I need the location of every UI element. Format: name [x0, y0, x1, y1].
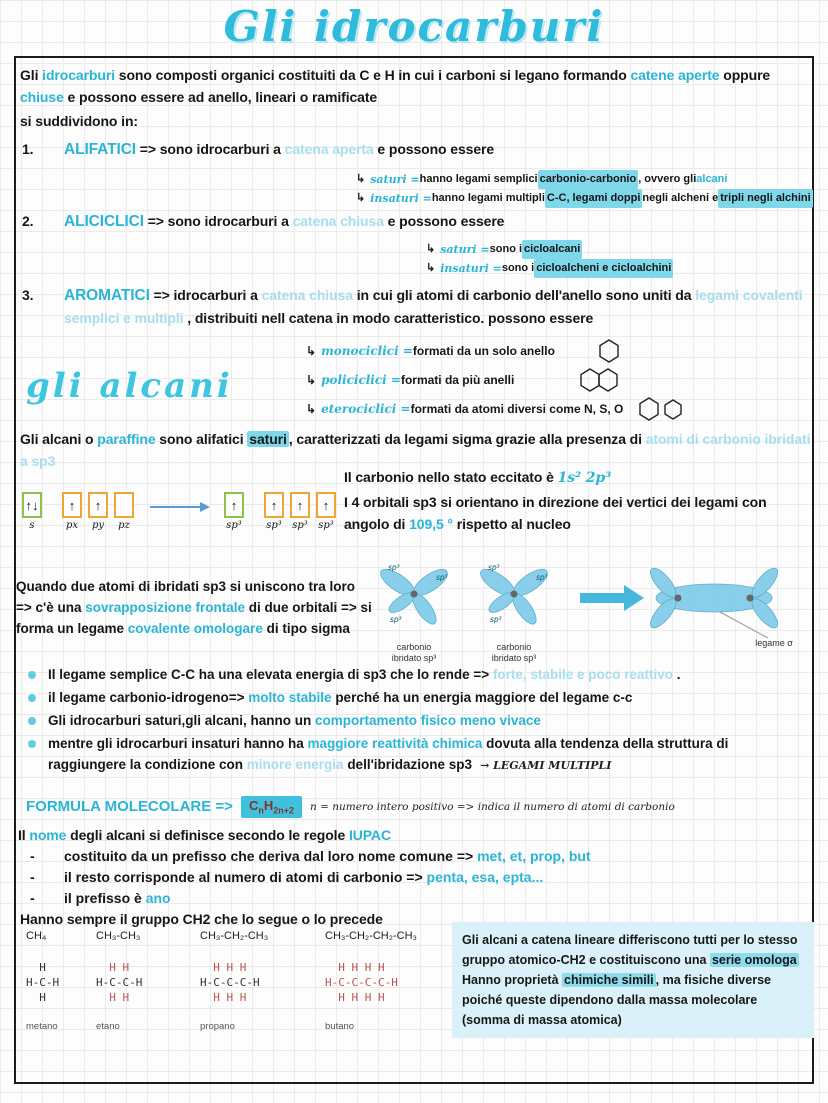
orbital-label: px — [65, 520, 79, 531]
pz-orbital-column — [112, 492, 136, 531]
text-run: sono alifatici — [155, 431, 248, 447]
condensed-formula: CH₄ — [26, 930, 47, 942]
formula-2n2-sub: 2n+2 — [273, 805, 294, 816]
py-orbital-box: ↑ — [88, 492, 108, 518]
highlighted-term: tripli negli alchini — [718, 189, 812, 208]
sublist-item-eterociclici — [306, 396, 687, 422]
text-run: di due orbitali => si forma un legame — [16, 600, 372, 636]
naming-rules-list — [30, 846, 790, 909]
orbital-label: sp³ — [488, 563, 500, 572]
text-run: , ovvero gli — [638, 173, 697, 185]
text-run: Gli alcani o — [20, 431, 98, 447]
aliciclici-sublist — [426, 240, 673, 278]
rule-item — [30, 867, 790, 888]
sublist-item-saturi — [426, 240, 673, 259]
text-run: sono composti organici costituiti da C e H in cui i carboni si legano formando — [114, 67, 631, 83]
px-orbital-column — [60, 492, 84, 531]
orbital-label: s — [29, 520, 35, 531]
branch-arrow-icon: ↳ — [356, 192, 366, 204]
branch-arrow-icon: ↳ — [306, 343, 317, 358]
highlighted-term: cicloalcheni e cicloalchini — [534, 259, 673, 278]
bullet-item — [20, 664, 808, 685]
rule-text — [64, 867, 543, 888]
excited-state-line — [344, 466, 806, 489]
text-run: mentre gli idrocarburi insaturi hanno ha — [48, 736, 308, 751]
molecule-name: etano — [96, 1021, 120, 1032]
sp3-orbital-column-2 — [262, 492, 286, 531]
item-number: 3. — [22, 287, 34, 303]
sublist-item-insaturi — [356, 189, 813, 208]
text-run: il resto corrisponde al numero di atomi di carbonio => — [64, 869, 427, 885]
text-run: , caratterizzati da legami sigma grazie alla presenza di — [288, 431, 646, 447]
orbital-box-diagram — [20, 492, 340, 531]
text-run: sono i — [501, 262, 535, 274]
bullet-text — [48, 687, 632, 708]
molecule-butano — [325, 930, 417, 1032]
item-content — [64, 210, 504, 233]
text-run: Hanno proprietà — [462, 973, 563, 987]
handwritten-formula-note: n = numero intero positivo => indica il numero di atomi di carbonio — [310, 800, 675, 813]
formula-heading: FORMULA MOLECOLARE => — [26, 798, 233, 816]
sp3-orbital-box: ↑ — [224, 492, 244, 518]
text-run: il legame carbonio-idrogeno=> — [48, 690, 249, 705]
item-content — [64, 138, 494, 161]
highlighted-term: serie omologa — [711, 953, 797, 967]
formula-n-sub: n — [258, 805, 264, 816]
orbital-label: sp³ — [390, 615, 402, 624]
sublist-item-policiclici — [306, 367, 687, 393]
handwritten-label: monociclici = — [321, 343, 413, 358]
figure-arrow-icon — [580, 585, 644, 611]
cyan-term: paraffine — [97, 431, 156, 447]
handwritten-config: 1s² 2p³ — [557, 470, 612, 486]
bullet-dot-icon — [28, 694, 36, 702]
structure-row: H H — [96, 991, 130, 1004]
cyan-term: covalente omologare — [127, 621, 263, 636]
item-title: ALICICLICI — [64, 213, 144, 230]
list-item-aromatici — [22, 284, 804, 329]
figure-caption: carbonio — [496, 642, 532, 652]
text-run: Il carbonio nello stato eccitato è — [344, 469, 558, 485]
orbital-label: sp³ — [388, 563, 400, 572]
rule-text — [64, 846, 591, 867]
text-run: degli alcani si definisce secondo le regole — [66, 827, 349, 843]
molecule-metano — [26, 930, 59, 1032]
formula-h: H — [263, 798, 274, 813]
aromatici-sublist — [306, 338, 687, 425]
handwritten-label: eterociclici = — [321, 401, 411, 416]
intro-paragraph — [20, 64, 812, 108]
text-run: dell'ibridazione sp3 — [343, 757, 473, 772]
cyan-term: maggiore reattività chimica — [307, 736, 483, 751]
text-run: rispetto al nucleo — [452, 516, 571, 532]
text-run: Gli idrocarburi saturi,gli alcani, hanno un — [48, 713, 316, 728]
structure-row: H — [26, 961, 46, 974]
sp3-orbital-column-4 — [314, 492, 338, 531]
structure-row: H — [26, 991, 46, 1004]
text-run: perché ha un energia maggiore del legame c-c — [331, 690, 633, 705]
cyan-term: met, et, prop, but — [477, 848, 591, 864]
sublist-item-saturi — [356, 170, 813, 189]
text-run: => sono idrocarburi a — [143, 213, 293, 229]
text-run: Gli alcani a catena lineare differiscono tutti per lo stesso gruppo atomico-CH2 e costituiscono una — [462, 933, 798, 967]
text-run: => idrocarburi a — [149, 287, 262, 303]
molecule-name: metano — [26, 1021, 58, 1032]
structure-row: H H H H — [325, 991, 385, 1004]
bullet-text — [48, 710, 541, 731]
cyan-term: penta, esa, epta... — [426, 869, 544, 885]
text-run: I 4 orbitali sp3 si orientano in direzione dei vertici dei legami con angolo di — [344, 494, 767, 532]
branch-arrow-icon: ↳ — [426, 243, 436, 255]
text-run: il prefisso è — [64, 890, 146, 906]
handwritten-label: saturi = — [370, 173, 420, 186]
cyan-term: molto stabile — [248, 690, 332, 705]
branch-arrow-icon: ↳ — [306, 372, 317, 387]
cyan-term: nome — [29, 827, 67, 843]
light-term: catena aperta — [284, 141, 374, 157]
item-content — [64, 284, 804, 329]
handwritten-label: policiclici = — [321, 372, 401, 387]
condensed-formula: CH₃-CH₂-CH₂-CH₃ — [325, 930, 418, 942]
light-term: atomi di carbonio ibridati a sp3 — [20, 431, 811, 469]
text-run: e possono essere ad anello, lineari o ramificate — [63, 89, 378, 105]
dash-marker: - — [30, 890, 35, 906]
cyan-term: catene aperte — [630, 67, 720, 83]
orbital-label: sp³ — [318, 520, 334, 531]
light-term: legami covalenti semplici e multipli — [64, 287, 803, 326]
text-run: negli alcheni e — [642, 192, 719, 204]
s-orbital-column — [20, 492, 44, 531]
text-run: . — [672, 667, 681, 682]
dash-marker: - — [30, 869, 35, 885]
sigma-bond-label: legame σ — [755, 638, 793, 648]
text-run: sono i — [489, 243, 523, 255]
structure-row: H-C-H — [26, 976, 60, 989]
text-run: di tipo sigma — [262, 621, 350, 636]
bullet-item — [20, 687, 808, 708]
rule-item — [30, 846, 790, 867]
text-run: Il — [18, 827, 30, 843]
highlighted-term: chimiche simili — [564, 973, 654, 987]
figure-caption: ibridato sp³ — [391, 653, 437, 663]
subdivide-line: si suddividono in: — [20, 113, 138, 129]
sigma-bond-paragraph — [16, 576, 374, 639]
branch-arrow-icon: ↳ — [306, 401, 317, 416]
item-number: 2. — [22, 213, 34, 229]
branch-arrow-icon: ↳ — [356, 173, 366, 185]
cyan-term: alcani — [696, 173, 728, 185]
rule-text — [64, 888, 171, 909]
structure-row: H-C-C-H — [96, 976, 143, 989]
item-title: ALIFATICI — [64, 141, 136, 158]
text-run: Quando due atomi di ibridati sp3 si uniscono tra loro => c'è una — [16, 579, 356, 615]
cyan-term: ano — [145, 890, 171, 906]
highlighted-term: carbonio-carbonio — [538, 170, 639, 189]
fused-hexagons-icon — [578, 367, 622, 393]
bullet-item — [20, 710, 808, 731]
handwritten-label: saturi = — [440, 243, 490, 256]
sp3-orbital-box: ↑ — [316, 492, 336, 518]
sp3-orbital-column-3 — [288, 492, 312, 531]
structure-row: H-C-C-C-H — [200, 976, 260, 989]
item-title: AROMATICI — [64, 287, 150, 304]
bullet-dot-icon — [28, 717, 36, 725]
hexagon-ring-icon — [597, 338, 621, 364]
text-run: hanno legami semplici — [419, 173, 538, 185]
pz-orbital-box — [114, 492, 134, 518]
hybridization-arrow-icon — [148, 500, 212, 514]
molecular-formula-row — [26, 796, 675, 818]
handwritten-label: insaturi = — [370, 192, 432, 205]
cyan-term: sovrapposizione frontale — [85, 600, 246, 615]
orbital-label: py — [91, 520, 105, 531]
cyan-term: idrocarburi — [42, 67, 115, 83]
ch2-note-line: Hanno sempre il gruppo CH2 che lo segue o lo precede — [20, 911, 383, 927]
highlighted-term: cicloalcani — [522, 240, 582, 259]
structure-row: H H H — [200, 961, 247, 974]
page-title: Gli idrocarburi — [223, 2, 605, 51]
orbital-figure — [362, 546, 814, 677]
s-orbital-box: ↑↓ — [22, 492, 42, 518]
orbital-label: sp³ — [490, 615, 502, 624]
formula-chip — [241, 796, 302, 818]
cyan-term: chiuse — [20, 89, 64, 105]
homologous-series-info-box — [452, 922, 814, 1038]
bullet-item — [20, 733, 808, 776]
text-run: Il legame semplice C-C ha una elevata energia di sp3 che lo rende => — [48, 667, 493, 682]
highlighted-term: saturi — [249, 431, 287, 447]
cyan-term: IUPAC — [348, 827, 391, 843]
handwritten-annotation: → LEGAMI MULTIPLI — [480, 759, 612, 772]
cyan-term: comportamento fisico meno vivace — [315, 713, 541, 728]
text-run: , ma fisiche diverse poiché queste dipendono dalla massa molecolare (somma di massa atomica) — [462, 973, 771, 1027]
rule-item — [30, 888, 790, 909]
text-run: , distribuiti nell catena in modo caratteristico. possono essere — [183, 310, 594, 326]
molecule-propano — [200, 930, 268, 1032]
text-run: Gli — [20, 67, 43, 83]
list-item-alifatici — [22, 138, 802, 161]
condensed-formula: CH₃-CH₃ — [96, 930, 141, 942]
py-orbital-column — [86, 492, 110, 531]
branch-arrow-icon: ↳ — [426, 262, 436, 274]
structure-row: H H H — [200, 991, 247, 1004]
orbital-label: sp³ — [226, 520, 242, 531]
highlighted-term: C-C, legami doppi — [545, 189, 643, 208]
sublist-item-monociclici — [306, 338, 687, 364]
hetero-rings-icon — [637, 396, 687, 422]
formula-c: C — [248, 798, 259, 813]
text-run: formati da un solo anello — [412, 343, 555, 358]
sp3-orbitals-illustration — [362, 546, 814, 672]
orbital-label: pz — [118, 520, 130, 531]
hybridization-notes — [344, 466, 806, 537]
text-run: formati da atomi diversi come N, S, O — [410, 401, 624, 416]
naming-intro-line — [18, 824, 391, 846]
list-item-aliciclici — [22, 210, 802, 233]
bullet-text — [48, 664, 681, 685]
light-term: catena chiusa — [261, 287, 353, 303]
orbital-label: sp³ — [266, 520, 282, 531]
dash-marker: - — [30, 848, 35, 864]
text-run: dovuta alla tendenza della struttura di raggiungere la condizione con — [48, 736, 729, 772]
text-run: => sono idrocarburi a — [136, 141, 285, 157]
structure-row: H H H H — [325, 961, 385, 974]
sp3-orbital-box: ↑ — [290, 492, 310, 518]
properties-bullet-list — [20, 664, 808, 778]
text-run: in cui gli atomi di carbonio dell'anello sono uniti da — [352, 287, 696, 303]
structure-row: H-C-C-C-C-H — [325, 976, 398, 989]
text-run: costituito da un prefisso che deriva dal loro nome comune => — [64, 848, 478, 864]
item-number: 1. — [22, 141, 34, 157]
figure-caption: ibridato sp³ — [491, 653, 537, 663]
orbital-label: sp³ — [292, 520, 308, 531]
condensed-formula: CH₃-CH₂-CH₃ — [200, 930, 269, 942]
orbital-label: sp³ — [436, 573, 448, 582]
sublist-item-insaturi — [426, 259, 673, 278]
text-run: e possono essere — [383, 213, 505, 229]
molecule-name: propano — [200, 1021, 235, 1032]
bullet-text — [48, 733, 808, 776]
alifatici-sublist — [356, 170, 813, 208]
handwritten-label: insaturi = — [440, 262, 502, 275]
light-term: minore energia — [246, 757, 344, 772]
alkanes-heading: gli alcani — [26, 366, 233, 406]
text-run: e possono essere — [373, 141, 495, 157]
light-term: forte, stabile e poco reattivo — [492, 667, 673, 682]
bullet-dot-icon — [28, 671, 36, 679]
cyan-term: 109,5 ° — [409, 516, 453, 532]
px-orbital-box: ↑ — [62, 492, 82, 518]
light-term: catena chiusa — [292, 213, 384, 229]
text-run: hanno legami multipli — [431, 192, 545, 204]
structure-row: H H — [96, 961, 130, 974]
bullet-dot-icon — [28, 740, 36, 748]
orbital-orientation-line — [344, 491, 806, 535]
text-run: formati da più anelli — [400, 372, 515, 387]
molecule-etano — [96, 930, 142, 1032]
figure-caption: carbonio — [396, 642, 432, 652]
molecule-name: butano — [325, 1021, 355, 1032]
orbital-label: sp³ — [536, 573, 548, 582]
sp3-orbital-column-1 — [222, 492, 246, 531]
sp3-orbital-box: ↑ — [264, 492, 284, 518]
text-run: oppure — [719, 67, 771, 83]
